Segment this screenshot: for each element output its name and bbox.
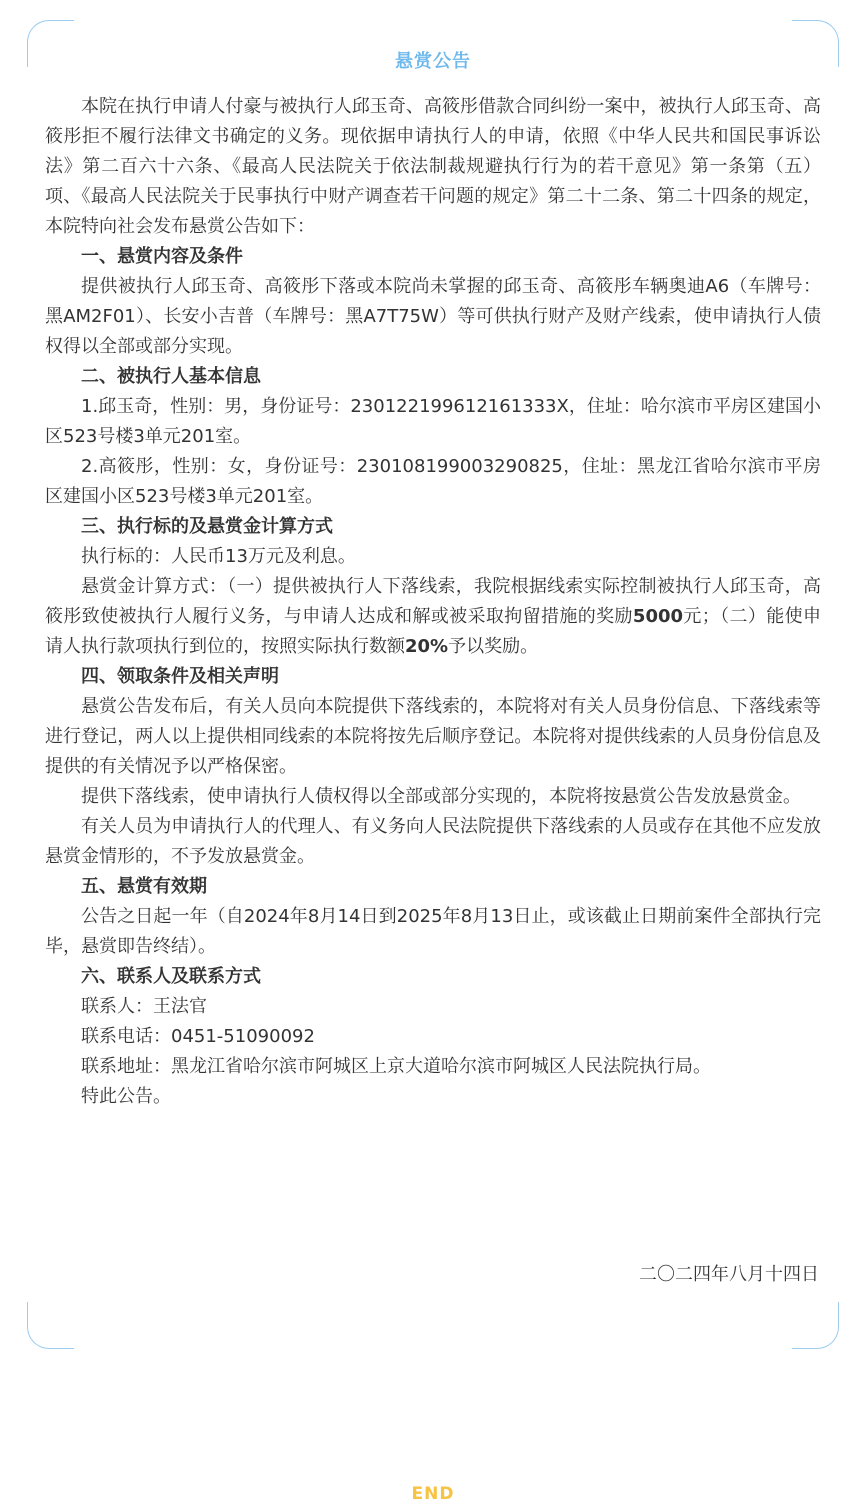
closing-statement: 特此公告。	[81, 1086, 171, 1107]
end-marker: END	[411, 1484, 455, 1504]
section-heading-executee-info: 二、被执行人基本信息	[81, 366, 261, 387]
frame-corner-bottom-left	[27, 1302, 74, 1349]
frame-corner-bottom-right	[792, 1302, 839, 1349]
section-heading-reward-content: 一、悬赏内容及条件	[81, 246, 243, 267]
paragraph-validity: 公告之日起一年（自2024年8月14日到2025年8月13日止，或该截止日期前案件全部执行完毕，悬赏即告终结）。	[45, 906, 821, 957]
section-heading-contact: 六、联系人及联系方式	[81, 966, 261, 987]
paragraph-executee-2: 2.高筱彤，性别：女，身份证号：230108199003290825，住址：黑龙江省哈尔滨市平房区建国小区523号楼3单元201室。	[45, 456, 821, 507]
paragraph-reward-content: 提供被执行人邱玉奇、高筱彤下落或本院尚未掌握的邱玉奇、高筱彤车辆奥迪A6（车牌号：黑AM2F01）、长安小吉普（车牌号：黑A7T75W）等可供执行财产及财产线索，使申请执行人债权得以全部或部分实现。	[45, 276, 821, 357]
section-heading-claim-conditions: 四、领取条件及相关声明	[81, 666, 279, 687]
intro-paragraph: 本院在执行申请人付豪与被执行人邱玉奇、高筱彤借款合同纠纷一案中，被执行人邱玉奇、高筱彤拒不履行法律文书确定的义务。现依据申请执行人的申请，依照《中华人民共和国民事诉讼法》第二百六十六条、《最高人民法院关于依法制裁规避执行行为的若干意见》第一条第（五）项、《最高人民法院关于民事执行中财产调查若干问题的规定》第二十二条、第二十四条的规定，本院特向社会发布悬赏公告如下：	[45, 96, 821, 237]
paragraph-execution-target: 执行标的：人民币13万元及利息。	[81, 546, 356, 567]
reward-percent: 20%	[405, 636, 449, 657]
contact-address: 联系地址：黑龙江省哈尔滨市阿城区上京大道哈尔滨市阿城区人民法院执行局。	[81, 1056, 711, 1077]
contact-phone: 联系电话：0451-51090092	[81, 1026, 315, 1047]
notice-title: 悬赏公告	[395, 51, 471, 72]
notice-body	[45, 92, 821, 1112]
reward-calc-text-a: 悬赏金计算方式：（一）提供被执行人下落线索，我院根据线索实际控制被执行人邱玉奇，高筱彤致使被执行人履行义务，与申请人达成和解或被采取拘留措施的奖励	[45, 576, 821, 627]
section-heading-validity: 五、悬赏有效期	[81, 876, 207, 897]
notice-date: 二〇二四年八月十四日	[639, 1264, 819, 1285]
paragraph-claim-3: 有关人员为申请执行人的代理人、有义务向人民法院提供下落线索的人员或存在其他不应发放悬赏金情形的，不予发放悬赏金。	[45, 816, 821, 867]
section-heading-execution-target: 三、执行标的及悬赏金计算方式	[81, 516, 333, 537]
paragraph-reward-calculation	[45, 572, 821, 662]
paragraph-executee-1: 1.邱玉奇，性别：男，身份证号：230122199612161333X，住址：哈尔滨市平房区建国小区523号楼3单元201室。	[45, 396, 821, 447]
reward-calc-text-c: 元；（二）能使申请人执行款项执行到位的，按照实际执行数额	[45, 606, 822, 657]
reward-amount: 5000	[632, 606, 684, 627]
contact-person: 联系人：王法官	[81, 996, 207, 1017]
reward-calc-text-e: 予以奖励。	[448, 636, 539, 657]
paragraph-claim-2: 提供下落线索，使申请执行人债权得以全部或部分实现的，本院将按悬赏公告发放悬赏金。	[81, 786, 801, 807]
paragraph-claim-1: 悬赏公告发布后，有关人员向本院提供下落线索的，本院将对有关人员身份信息、下落线索等进行登记，两人以上提供相同线索的本院将按先后顺序登记。本院将对提供线索的人员身份信息及提供的有关情况予以严格保密。	[45, 696, 821, 777]
